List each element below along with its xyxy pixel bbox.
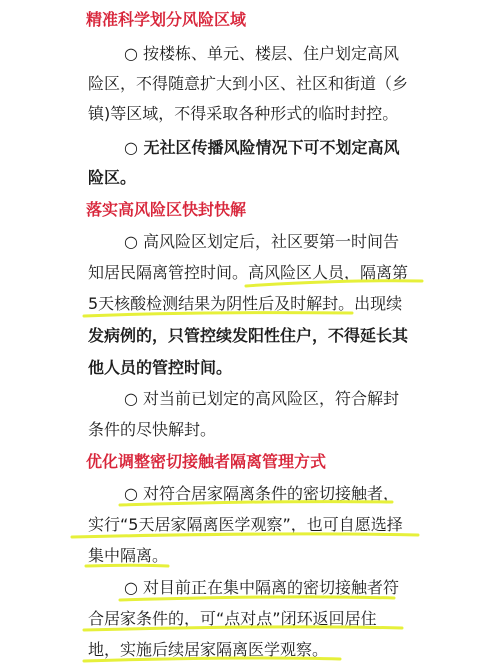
- paragraph-line: 知居民隔离管控时间。高风险区人员，隔离第: [88, 263, 409, 282]
- paragraph-line: 镇)等区域，不得采取各种形式的临时封控。: [88, 104, 399, 123]
- paragraph-line-bold: 发病例的，只管控续发阳性住户，不得延长其: [88, 326, 409, 345]
- paragraph-line: 合居家条件的，可“点对点”闭环返回居住: [88, 609, 377, 628]
- paragraph-line: ○ 对目前正在集中隔离的密切接触者符: [124, 578, 400, 597]
- paragraph-line: ○ 高风险区划定后，社区要第一时间告: [124, 232, 400, 251]
- paragraph-line: 条件的尽快解封。: [88, 420, 217, 439]
- paragraph-line: ○ 按楼栋、单元、楼层、住户划定高风: [124, 44, 400, 63]
- paragraph-line: 地，实施后续居家隔离医学观察。: [88, 640, 329, 659]
- paragraph-line: ○ 对当前已划定的高风险区，符合解封: [124, 389, 400, 408]
- paragraph-line: 5天核酸检测结果为阴性后及时解封。出现续: [88, 294, 403, 313]
- paragraph-line-bold: 险区。: [88, 168, 137, 187]
- section-heading-2: 落实高风险区快封快解: [86, 200, 247, 219]
- paragraph-line: ○ 对符合居家隔离条件的密切接触者，: [124, 484, 400, 503]
- section-heading-3: 优化调整密切接触者隔离管理方式: [86, 452, 327, 471]
- section-heading-1: 精准科学划分风险区域: [86, 10, 247, 29]
- paragraph-line-bold: ○ 无社区传播风险情况下可不划定高风: [124, 138, 400, 157]
- paragraph-line: 险区，不得随意扩大到小区、社区和街道（乡: [88, 74, 409, 93]
- paragraph-line: 集中隔离。: [88, 546, 169, 565]
- paragraph-line-bold: 他人员的管控时间。: [88, 358, 233, 377]
- paragraph-line: 实行“5天居家隔离医学观察”，也可自愿选择: [88, 515, 403, 534]
